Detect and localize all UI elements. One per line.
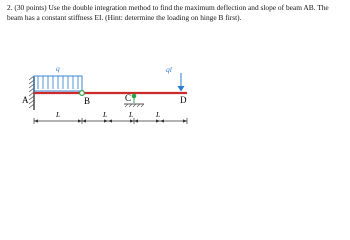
span-label-3: L <box>129 110 134 119</box>
span-label-1: L <box>56 110 61 119</box>
problem-line-1: 2. (30 points) Use the double integration method to find the maximum deflection and slope of beam AB. The <box>7 3 329 12</box>
label-c: C <box>125 93 132 103</box>
span-label-2: L <box>103 110 108 119</box>
label-a: A <box>22 95 29 105</box>
span-label-4: L <box>156 110 161 119</box>
problem-line-2: beam has a constant stiffness EI. (Hint: determine the loading on hinge B first). <box>7 13 242 22</box>
fixed-wall-support-icon <box>29 76 34 110</box>
point-load-label: ql <box>166 65 172 74</box>
label-b: B <box>84 96 91 106</box>
label-d: D <box>180 95 187 105</box>
distributed-load <box>34 76 82 91</box>
down-arrow-icon <box>178 73 185 92</box>
hinge-icon <box>80 91 85 96</box>
distributed-load-label: q <box>56 64 60 73</box>
